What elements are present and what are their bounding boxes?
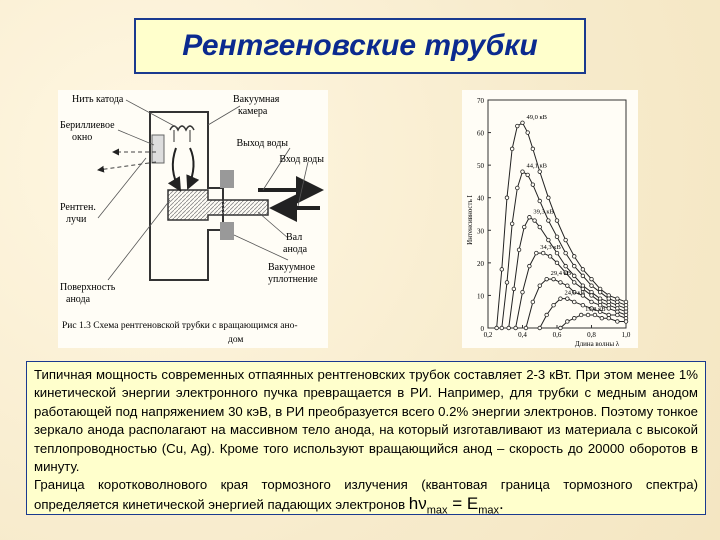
data-point [590,284,594,288]
beryllium-window [152,135,164,163]
data-point [552,303,556,307]
label-shaft-1: Вал [286,232,303,243]
page-title: Рентгеновские трубки [182,29,538,62]
y-tick-label: 60 [477,129,484,138]
data-point [581,268,585,272]
label-seal-1: Вакуумное [268,262,315,273]
data-point [517,248,521,252]
data-point [521,290,525,294]
seal-bottom [220,222,234,240]
data-point [559,281,563,285]
data-point [541,251,545,255]
data-point [528,264,532,268]
label-water-in: Вход воды [279,154,324,165]
data-point [593,313,597,317]
data-point [500,326,504,330]
data-point [555,235,559,239]
data-point [521,170,525,174]
label-surface-1: Поверхность [60,282,116,293]
anode-shaft [168,190,268,220]
data-point [579,313,583,317]
formula-end: . [499,493,504,513]
spectrum-chart [462,90,638,348]
data-point [547,196,551,200]
label-xray-2: лучи [66,214,87,225]
series-label: 19,8 кВ [585,305,606,313]
data-point [512,287,516,291]
data-point [522,225,526,229]
x-tick-label: 0,6 [552,331,562,339]
data-point [538,284,542,288]
data-point [516,186,520,190]
label-water-out: Выход воды [236,138,288,149]
formula-eq: = E [447,493,479,513]
data-point [607,307,611,311]
x-tick-label: 0,8 [587,331,596,339]
label-seal-2: уплотнение [268,274,318,285]
label-window-1: Бериллиевое [60,120,115,131]
data-point [555,251,559,255]
data-point [545,313,549,317]
data-point [524,326,528,330]
data-point [545,277,549,281]
data-point [505,281,509,285]
data-point [564,264,568,268]
y-tick-label: 10 [477,292,484,301]
title-box [134,18,586,74]
data-point [547,219,551,223]
plot-frame [488,100,626,328]
data-point [607,316,611,320]
data-point [535,251,539,255]
data-point [616,313,620,317]
xray-tube-diagram [58,90,328,348]
data-point [510,222,514,226]
formula [408,493,504,517]
y-tick-label: 50 [477,162,484,171]
data-point [548,255,552,259]
data-point [624,320,628,324]
data-point [572,274,576,278]
data-point [555,219,559,223]
data-point [526,131,530,135]
data-point [495,326,499,330]
label-vacuum-1: Вакуумная [233,94,280,105]
data-point [590,300,594,304]
cathode-coil [170,126,194,130]
formula-sub-1: max [426,504,448,517]
data-point [510,147,514,151]
caption-line-1: Рис 1.3 Схема рентгеновской трубки с вращающимся ано- [62,321,298,331]
data-point [598,290,602,294]
data-point [507,326,511,330]
series-label: 39,3 кВ [533,208,554,216]
label-window-2: окно [72,132,93,143]
paragraph-2-text: Граница коротковолнового края тормозного излучения (квантовая граница тормозного спектра) определяется кинетической энергией падающих электронов [34,477,698,512]
seal-top [220,170,234,188]
data-point [572,300,576,304]
data-point [538,225,542,229]
data-point [590,294,594,298]
x-tick-label: 0,2 [483,331,493,339]
x-axis-label: Длина волны λ [574,340,620,348]
caption-line-2: дом [228,335,244,345]
data-point [533,219,537,223]
label-surface-2: анода [66,294,91,305]
series-label: 34,3 кВ [540,244,561,252]
y-tick-label: 30 [477,227,484,236]
data-point [538,326,542,330]
paragraph-1: Типичная мощность современных отпаянных рентгеновских трубок составляет 2-3 кВт. При этом менее 1% кинетической энергии электронного пучка превращается в РИ. Например, для трубки с медным анодом работающей под напряжением 30 кэВ, в РИ преобразуется всего 0.2% энергии электронов. Поэтому тонкое зеркало анода располагают на массивном тело анода, на который изготавливают из материала с высокой теплопроводностью (Cu, Ag). Кроме того используют вращающийся анод – скорость до 20000 оборотов в минуту. [34,367,698,475]
data-point [547,238,551,242]
data-point [600,316,604,320]
data-point [531,300,535,304]
data-point [526,173,530,177]
data-point [559,297,563,301]
tube-schematic [58,90,328,348]
data-point [564,238,568,242]
y-tick-label: 0 [480,325,484,333]
data-point [559,326,563,330]
label-cathode: Нить катода [72,94,124,105]
formula-hv: hν [408,493,427,513]
data-point [572,316,576,320]
label-xray-1: Рентген. [60,202,96,213]
data-point [566,320,570,324]
series-label: 49,0 кВ [526,113,547,121]
data-point [564,251,568,255]
data-point [514,326,518,330]
data-point [572,264,576,268]
data-point [531,183,535,187]
formula-sub-2: max [478,504,499,517]
data-point [505,196,509,200]
x-tick-label: 1,0 [621,331,631,339]
spectrum-plot [462,90,638,348]
data-point [555,261,559,265]
label-vacuum-2: камера [238,106,268,117]
data-point [528,215,532,219]
data-point [566,284,570,288]
series-label: 24,6 кВ [564,289,585,297]
data-point [586,313,590,317]
y-tick-label: 20 [477,259,484,268]
data-point [581,274,585,278]
y-tick-label: 70 [477,97,484,105]
label-shaft-2: анода [283,244,308,255]
data-point [538,170,542,174]
data-point [590,277,594,281]
data-point [572,281,576,285]
data-point [616,320,620,324]
data-point [581,303,585,307]
data-point [538,199,542,203]
series-label: 44,1 кВ [526,162,547,170]
data-point [566,297,570,301]
paragraph-2 [34,476,698,519]
text-box [26,361,706,515]
data-point [531,147,535,151]
series-label: 29,4 кВ [550,270,572,278]
data-point [500,268,504,272]
data-point [516,124,520,128]
y-axis-label: Интенсивность I [466,195,474,245]
data-point [572,255,576,259]
x-tick-label: 0,4 [518,331,527,339]
data-point [521,121,525,125]
y-tick-label: 40 [477,194,484,203]
data-point [552,277,556,281]
